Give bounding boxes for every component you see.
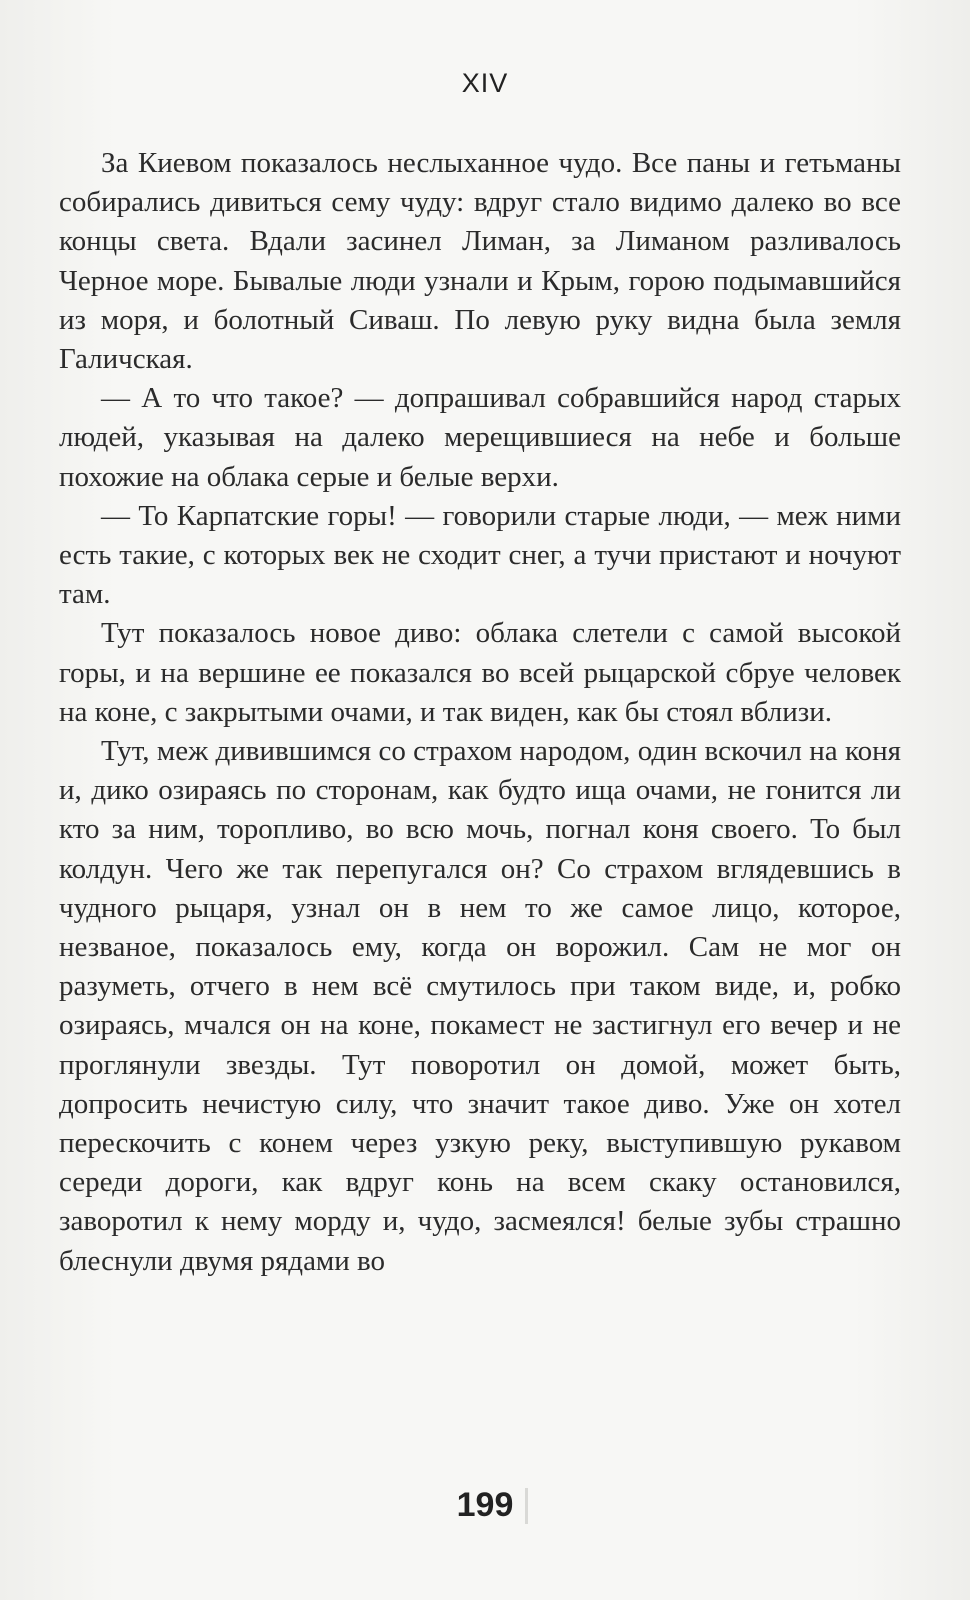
paragraph: Тут показалось новое диво: облака слетели с самой высокой горы, и на вершине ее показался во всей рыцарской сбруе человек на коне, с закрытыми очами, и так виден, как бы стоял вблизи. — [59, 617, 901, 728]
chapter-heading: XIV — [461, 68, 509, 98]
paragraph: — А то что такое? — допрашивал собравшийся народ старых людей, указывая на далеко мерещившиеся на небе и больше похожие на облака серые и белые верхи. — [59, 382, 901, 493]
paragraph: За Киевом показалось неслыханное чудо. Все паны и гетьманы собирались дивиться сему чуду: вдруг стало видимо далеко во все концы света. Вдали засинел Лиман, за Лиманом разливалось Черное море. Бывалые люди узнали и Крым, горою подымавшийся из моря, и болотный Сиваш. По левую руку видна была земля Галичская. — [59, 147, 901, 376]
paragraph: Тут, меж дивившимся со страхом народом, один вскочил на коня и, дико озираясь по сторонам, как будто ища очами, не гонится ли кто за ним, торопливо, во всю мочь, погнал коня своего. То был колдун. Чего же так перепугался он? Со страхом вглядевшись в чудного рыцаря, узнал он в нем то же самое лицо, которое, незваное, показалось ему, когда он ворожил. Сам не мог он разуметь, отчего в нем всё смутилось при таком виде, и, робко озираясь, мчался он на коне, покамест не застигнул его вечер и не проглянули звезды. Тут поворотил он домой, может быть, допросить нечистую силу, что значит такое диво. Уже он хотел перескочить с конем через узкую реку, выступившую рукавом середи дороги, как вдруг конь на всем скаку остановился, заворотил к нему морду и, чудо, засмеялся! белые зубы страшно блеснули двумя рядами во — [59, 735, 901, 1277]
page-edge-mark — [525, 1488, 528, 1524]
body-text — [59, 144, 901, 1281]
paragraph: — То Карпатские горы! — говорили старые люди, — меж ними есть такие, с которых век не сходит снег, а тучи пристают и ночуют там. — [59, 499, 901, 611]
page-number: 199 — [456, 1486, 514, 1524]
